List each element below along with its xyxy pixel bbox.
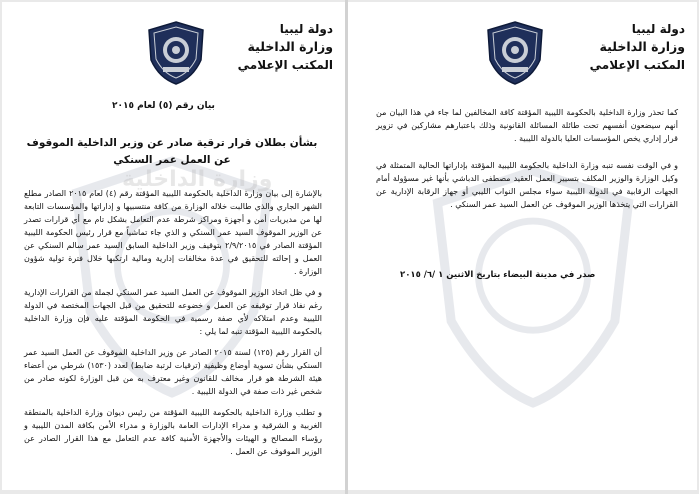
statement-reference: بيان رقم (٥) لعام ٢٠١٥ (112, 101, 215, 111)
body-paragraph: بالإشارة إلى بيان وزارة الداخلية بالحكومة الليبية المؤقتة رقم (٤) لعام ٢٠١٥ الصادر مطلع الشهر الجاري والذي طالبت خلاله الوزارة من كافة منتسبيها و إداراتها والمؤسسات التابعة لها من مديريات أمن و أجهزة ومراكز شرطة عدم التعامل بشكل تام مع أي قرارات تصدر عن الوزير الموقوف السيد عمر السنكي و الذي جاء تماشياً مع قرار رئيس الحكومة الليبية المؤقتة الصادر في ٢/٩/٢٠١٥ بتوقيف وزير الداخلية السابق السيد عمر سالم السنكي عن العمل و إحالته للتحقيق في عدة مخالفات إدارية ومالية ارتكبها خلال فترة تولية شؤون الوزارة . (24, 189, 322, 276)
body-paragraph: و في الوقت نفسه تنبه وزارة الداخلية بالحكومة الليبية المؤقتة بإداراتها الحالية المتمثلة في وكيل الوزارة والوزير المكلف بتسيير العمل العقيد مصطفى الدباشي بأنها غير مسؤولة أمام الجهات الرقابية في الدولة الليبية سواء مجلس النواب الليبي أو جهاز الرقابة الإدارية عن القرارات التي يتخذها الوزير الموقوف عن العمل السيد عمر السنكي . (376, 161, 678, 209)
ministry-header (238, 20, 333, 74)
header-office-name: المكتب الإعلامي (237, 58, 333, 72)
ministry-header (590, 20, 685, 74)
document-page-left (2, 2, 345, 490)
right-page-body (376, 106, 678, 219)
header-state-name: دولة ليبيا (631, 22, 685, 36)
header-office-name: المكتب الإعلامي (589, 58, 685, 72)
body-paragraph: و تطلب وزارة الداخلية بالحكومة الليبية المؤقتة من رئيس ديوان وزارة الداخلية بالمنطقة الغربية و الشرقية و مدراء الإدارات العامة بالوزارة و مدراء الأمن بكافة المدن الليبية و رؤساء المصالح و الهيئات والأجهزة الأمنية كافة عدم التعامل مع هذا القرار الصادر عن الوزير الموقوف عن العمل . (24, 408, 322, 456)
document-page-right (348, 2, 697, 490)
police-shield-emblem-icon (145, 20, 207, 86)
statement-title: بشأن بطلان قرار ترقية صادر عن وزير الداخلية الموقوف عن العمل عمر السنكي (26, 137, 318, 166)
left-page-body (24, 187, 322, 466)
header-ministry-name: وزارة الداخلية (599, 39, 685, 54)
police-shield-emblem-icon (484, 20, 546, 86)
body-paragraph: كما تحذر وزارة الداخلية بالحكومة الليبية المؤقتة كافة المخالفين لما جاء في هذا البيان من أنهم سيضعون أنفسهم تحت طائلة المسائلة القانونية وذلك باعتبارهم مشاركين في تزوير قرار إداري يخص المؤسسات العليا بالدولة الليبية . (376, 108, 678, 143)
issue-place-date: صدر في مدينة البيضاء بتاريخ الاثنين ١ /٦/ ٢٠١٥ (400, 270, 596, 280)
header-ministry-name: وزارة الداخلية (247, 39, 333, 54)
body-paragraph: أن القرار رقم (١٢٥) لسنة ٢٠١٥ الصادر عن وزير الداخلية الموقوف عن العمل السيد عمر السنكي بشأن تسوية أوضاع وظيفية (ترقيات لرتبة ضابط) لعدد (١٥٣٠) شرطي من أعضاء هيئة الشرطة هو قرار مخالف للقانون وغير معترف به من قبل الوزارة لكونه صادر من شخص غير ذات صفة في الدولة الليبية . (24, 348, 322, 396)
watermark-text: وزارة الداخلية (122, 167, 273, 192)
header-state-name: دولة ليبيا (279, 22, 333, 36)
body-paragraph: و في ظل اتخاذ الوزير الموقوف عن العمل السيد عمر السنكي لجملة من القرارات الإدارية رغم نفاذ قرار توقيفه عن العمل و خضوعه للتحقيق من قبل الجهات المختصة في الدولة الليبية وعدم امتلاكه لأي صفة رسمية في الحكومة المؤقتة عليه فإن وزارة الداخلية بالحكومة الليبية المؤقتة تنبه لما يلي : (24, 288, 322, 336)
